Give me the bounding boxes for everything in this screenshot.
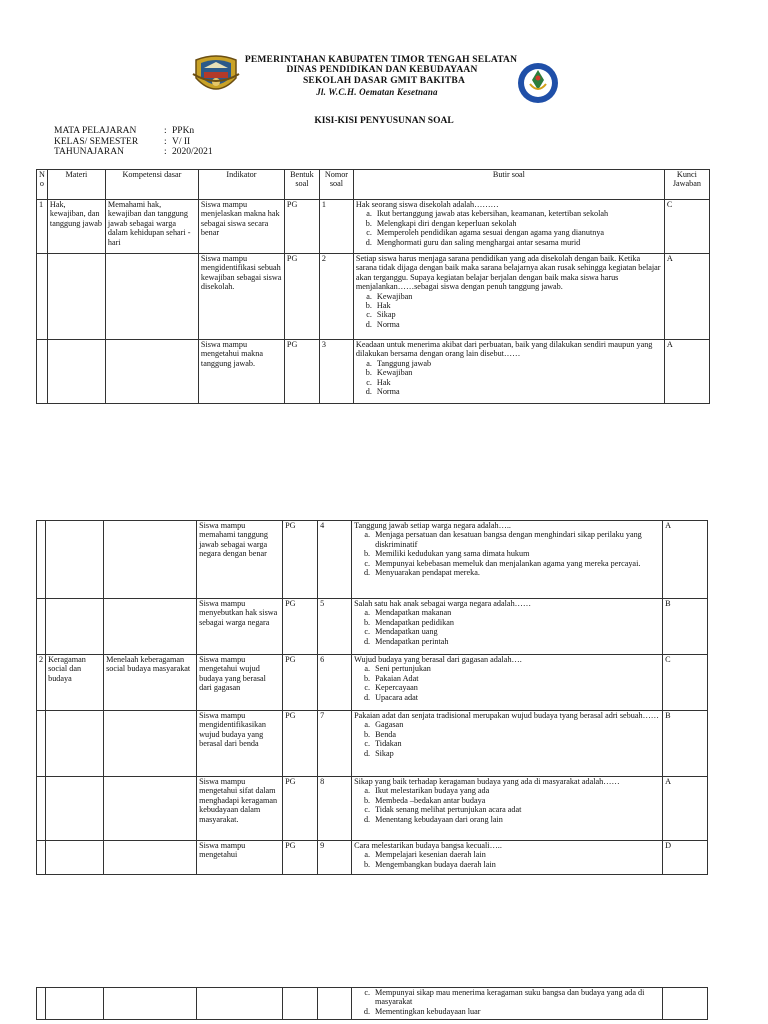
cell-materi: Keragaman social dan budaya	[46, 655, 104, 711]
answer-option	[354, 608, 660, 617]
header-line-3: SEKOLAH DASAR GMIT BAKITBA	[302, 76, 466, 86]
option-letter: d.	[365, 237, 372, 247]
answer-option	[354, 860, 660, 869]
cell-materi	[46, 988, 104, 1020]
option-letter: c.	[366, 310, 372, 320]
option-letter: d.	[365, 319, 372, 329]
table-row	[37, 655, 708, 711]
col-header-no: N o	[37, 170, 48, 200]
option-letter: a.	[366, 291, 372, 301]
cell-materi	[46, 841, 104, 875]
answer-option	[354, 674, 660, 683]
cell-materi	[46, 711, 104, 777]
cell-kunci: D	[663, 841, 708, 875]
header-address: Jl. W.C.H. Oematan Kesetnana	[316, 87, 438, 97]
question-stem: Setiap siswa harus menjaga sarana pendidikan yang ada disekolah dengan baik. Ketika sarana tidak dijaga dengan baik maka sarana belajarnya akan rusak sehingga kegiatan belajar akan terganggu. Supaya kegiatan belajar berjalan dengan baik maka siswa harus menjalankan……sebagai siswa dengan penuh tanggung jawab.	[355, 254, 661, 292]
option-text: Melengkapi diri dengan keperluan sekolah	[376, 218, 517, 228]
cell-indikator: Siswa mampu mengidentifikasi sebuah kewajiban sebagai siswa disekolah.	[198, 254, 284, 340]
meta-separator: :	[164, 126, 167, 136]
option-text: Benda	[375, 729, 397, 739]
option-text: Sikap	[376, 310, 396, 320]
meta-value: V/ II	[172, 136, 191, 147]
cell-no	[37, 599, 46, 655]
cell-nomor: 9	[318, 841, 352, 875]
answer-option	[354, 786, 660, 795]
answer-option	[354, 618, 660, 627]
answer-option	[354, 568, 660, 577]
answer-option	[354, 749, 660, 758]
answer-options	[354, 608, 660, 646]
option-letter: d.	[363, 1006, 370, 1016]
cell-no	[37, 777, 46, 841]
cell-kd	[104, 988, 197, 1020]
cell-kunci: A	[664, 340, 709, 404]
option-letter: a.	[366, 358, 372, 368]
cell-nomor: 2	[319, 254, 353, 340]
option-text: Upacara adat	[375, 692, 419, 702]
option-text: Kepercayaan	[375, 683, 418, 693]
question-stem: Tanggung jawab setiap warga negara adalah…..	[354, 521, 511, 530]
cell-indikator: Siswa mampu mengetahui	[197, 841, 283, 875]
cell-no: 1	[37, 200, 48, 254]
answer-option	[354, 530, 660, 549]
meta-key: MATA PELAJARAN	[54, 126, 137, 136]
cell-kunci: A	[663, 777, 708, 841]
option-text: Mempunyai sikap mau menerima keragaman suku bangsa dan budaya yang ada di masyarakat	[375, 988, 645, 1007]
answer-options	[356, 209, 662, 247]
cell-butir	[352, 521, 663, 599]
cell-materi	[46, 599, 104, 655]
meta-value: 2020/2021	[172, 147, 213, 157]
cell-no	[37, 340, 48, 404]
answer-options	[354, 786, 660, 824]
cell-nomor: 8	[318, 777, 352, 841]
option-letter: d.	[363, 568, 371, 578]
cell-kd	[104, 521, 197, 599]
table-row	[37, 841, 708, 875]
option-letter: c.	[364, 627, 371, 637]
cell-no: 2	[37, 655, 46, 711]
option-text: Norma	[376, 319, 400, 329]
meta-row	[54, 126, 213, 137]
answer-option	[354, 1007, 660, 1016]
option-text: Ikut melestarikan budaya yang ada	[375, 786, 490, 796]
cell-nomor: 7	[318, 711, 352, 777]
cell-kd	[105, 340, 198, 404]
option-text: Kewajiban	[376, 368, 413, 378]
answer-options	[354, 530, 660, 577]
cell-indikator	[197, 988, 283, 1020]
subject-info	[54, 126, 213, 158]
answer-option	[354, 720, 660, 729]
cell-bentuk: PG	[283, 777, 318, 841]
answer-option	[354, 683, 660, 692]
col-header-butir: Butir soal	[353, 170, 664, 200]
col-header-kunci: Kunci Jawaban	[664, 170, 709, 200]
table-row	[37, 711, 708, 777]
option-text: Memperoleh pendidikan agama sesuai dengan agama yang dianutnya	[376, 228, 605, 238]
header-line-2: DINAS PENDIDIKAN DAN KEBUDAYAAN	[286, 65, 478, 75]
cell-indikator: Siswa mampu menjelaskan makna hak sebagai siswa secara benar	[198, 200, 284, 254]
option-text: Pakaian Adat	[375, 673, 419, 683]
answer-option	[356, 209, 662, 218]
cell-indikator: Siswa mampu memahami tanggung jawab sebagai warga negara dengan benar	[197, 521, 283, 599]
option-letter: d.	[363, 748, 371, 758]
cell-bentuk: PG	[284, 254, 319, 340]
option-text: Mengembangkan budaya daerah lain	[375, 859, 496, 869]
answer-option	[354, 549, 660, 558]
option-text: Ikut bertanggung jawab atas kebersihan, keamanan, ketertiban sekolah	[376, 209, 609, 219]
cell-nomor: 4	[318, 521, 352, 599]
option-text: Mendapatkan pedidikan	[375, 617, 454, 627]
cell-bentuk: PG	[283, 711, 318, 777]
answer-option	[354, 559, 660, 568]
option-letter: b.	[363, 549, 371, 559]
option-letter: c.	[364, 683, 371, 693]
meta-value: PPKn	[172, 126, 195, 136]
option-letter: c.	[364, 988, 370, 997]
header-line-1: PEMERINTAHAN KABUPATEN TIMOR TENGAH SELATAN	[244, 55, 518, 65]
question-stem: Keadaan untuk menerima akibat dari perbuatan, baik yang dilakukan sendiri maupun yang dilakukan bersama dengan orang lain disebut……	[355, 340, 653, 359]
table-row	[37, 254, 710, 340]
cell-bentuk: PG	[283, 599, 318, 655]
question-stem: Salah satu hak anak sebagai warga negara adalah……	[354, 599, 532, 608]
answer-option	[354, 739, 660, 748]
cell-kd	[105, 254, 198, 340]
cell-butir	[353, 340, 664, 404]
col-header-materi: Materi	[47, 170, 105, 200]
option-letter: a.	[364, 664, 371, 674]
answer-options	[356, 292, 662, 330]
option-text: Tanggung jawab	[376, 358, 432, 368]
cell-butir	[352, 777, 663, 841]
cell-indikator: Siswa mampu mengetahui wujud budaya yang berasal dari gagasan	[197, 655, 283, 711]
col-header-indikator: Indikator	[198, 170, 284, 200]
option-text: Menjaga persatuan dan kesatuan bangsa dengan menghindari sikap perilaku yang diskriminatif	[375, 530, 642, 549]
meta-key: KELAS/ SEMESTER	[54, 136, 139, 147]
answer-option	[354, 637, 660, 646]
option-text: Hak	[376, 301, 391, 311]
option-text: Sikap	[375, 748, 394, 758]
question-stem: Cara melestarikan budaya bangsa kecuali…..	[354, 841, 502, 850]
answer-option	[356, 219, 662, 228]
answer-option	[356, 292, 662, 301]
option-letter: d.	[365, 387, 372, 397]
answer-options	[354, 664, 660, 702]
meta-key: TAHUNAJARAN	[54, 147, 124, 157]
cell-butir	[352, 599, 663, 655]
table-row	[37, 200, 710, 254]
option-letter: b.	[365, 301, 372, 311]
cell-bentuk: PG	[284, 340, 319, 404]
cell-kunci: B	[663, 711, 708, 777]
option-letter: a.	[364, 530, 371, 540]
cell-kunci: A	[663, 521, 708, 599]
option-letter: a.	[364, 608, 371, 618]
kisi-table-page-1	[36, 169, 710, 404]
table-row	[37, 521, 708, 599]
kisi-table-page-2	[36, 520, 708, 875]
answer-option	[354, 627, 660, 636]
cell-bentuk: PG	[283, 655, 318, 711]
cell-butir	[352, 711, 663, 777]
cell-no	[37, 841, 46, 875]
cell-butir	[352, 988, 663, 1020]
table-row	[37, 988, 708, 1020]
cell-butir	[352, 655, 663, 711]
col-header-bentuk: Bentuk soal	[284, 170, 319, 200]
option-text: Memiliki kedudukan yang sama dimata hukum	[375, 549, 530, 559]
answer-option	[356, 228, 662, 237]
cell-no	[37, 988, 46, 1020]
option-text: Mendapatkan uang	[375, 627, 438, 637]
option-letter: a.	[366, 209, 372, 219]
option-text: Kewajiban	[376, 291, 413, 301]
option-letter: b.	[363, 729, 371, 739]
col-header-kd: Kompetensi dasar	[105, 170, 198, 200]
kisi-table-page-3	[36, 987, 708, 1020]
cell-bentuk: PG	[283, 841, 318, 875]
meta-separator: :	[164, 136, 167, 147]
cell-nomor: 5	[318, 599, 352, 655]
cell-bentuk: PG	[283, 521, 318, 599]
cell-kunci: C	[664, 200, 709, 254]
answer-option	[354, 805, 660, 814]
cell-materi	[46, 777, 104, 841]
cell-butir	[352, 841, 663, 875]
cell-kunci: B	[663, 599, 708, 655]
option-letter: d.	[363, 692, 371, 702]
answer-option	[354, 796, 660, 805]
document-title: KISI-KISI PENYUSUNAN SOAL	[314, 116, 454, 126]
option-text: Seni pertunjukan	[375, 664, 431, 674]
option-text: Tidakan	[375, 739, 402, 749]
question-stem: Sikap yang baik terhadap keragaman budaya yang ada di masyarakat adalah……	[354, 777, 620, 786]
option-text: Menyuarakan pendapat mereka.	[375, 568, 480, 578]
option-letter: a.	[364, 850, 371, 860]
answer-option	[354, 988, 660, 1007]
option-letter: b.	[363, 795, 371, 805]
option-letter: c.	[364, 805, 371, 815]
option-text: Mempelajari kesenian daerah lain	[375, 850, 486, 860]
letterhead	[0, 0, 768, 120]
cell-no	[37, 254, 48, 340]
question-stem: Pakaian adat dan senjata tradisional merupakan wujud budaya tyang berasal adri sebuah……	[354, 711, 659, 720]
answer-options	[356, 359, 662, 397]
option-letter: a.	[364, 720, 371, 730]
meta-row	[54, 137, 213, 148]
answer-option	[356, 368, 662, 377]
answer-option	[354, 850, 660, 859]
answer-option	[356, 301, 662, 310]
option-text: Mementingkan kebudayaan luar	[375, 1006, 481, 1016]
answer-options	[354, 850, 660, 869]
cell-kd	[104, 841, 197, 875]
cell-kunci: A	[664, 254, 709, 340]
option-text: Tidak senang melihat pertunjukan acara adat	[375, 805, 522, 815]
answer-option	[356, 238, 662, 247]
table-row	[37, 599, 708, 655]
cell-materi: Hak, kewajiban, dan tanggung jawab	[47, 200, 105, 254]
cell-kd	[104, 711, 197, 777]
table-row	[37, 340, 710, 404]
cell-kunci: C	[663, 655, 708, 711]
cell-butir	[353, 200, 664, 254]
table-row	[37, 777, 708, 841]
option-letter: b.	[365, 218, 372, 228]
option-letter: c.	[364, 558, 371, 568]
answer-option	[354, 815, 660, 824]
answer-option	[356, 378, 662, 387]
answer-option	[354, 693, 660, 702]
answer-option	[356, 310, 662, 319]
option-text: Mendapatkan perintah	[375, 636, 449, 646]
answer-option	[356, 387, 662, 396]
cell-indikator: Siswa mampu mengetahui makna tanggung jawab.	[198, 340, 284, 404]
cell-nomor: 1	[319, 200, 353, 254]
cell-indikator: Siswa mampu mengidentifikasikan wujud budaya yang berasal dari benda	[197, 711, 283, 777]
option-text: Mempunyai kebebasan memeluk dan menjalankan agama yang mereka percayai.	[375, 558, 641, 568]
cell-bentuk	[283, 988, 318, 1020]
question-stem: Wujud budaya yang berasal dari gagasan adalah….	[354, 655, 522, 664]
col-header-nomor: Nomor soal	[319, 170, 353, 200]
cell-kd: Memahami hak, kewajiban dan tanggung jawab sebagai warga dalam kehidupan sehari -hari	[105, 200, 198, 254]
option-letter: b.	[365, 368, 372, 378]
answer-options	[354, 988, 660, 1016]
cell-butir	[353, 254, 664, 340]
meta-separator: :	[164, 147, 167, 157]
option-letter: a.	[364, 786, 371, 796]
answer-option	[354, 730, 660, 739]
option-text: Membeda –bedakan antar budaya	[375, 795, 486, 805]
option-text: Mendapatkan makanan	[375, 608, 452, 618]
cell-no	[37, 521, 46, 599]
table-header-row	[37, 170, 710, 200]
option-letter: c.	[366, 377, 372, 387]
option-letter: d.	[363, 636, 371, 646]
answer-option	[354, 664, 660, 673]
option-letter: b.	[363, 617, 371, 627]
option-text: Menentang kebudayaan dari orang lain	[375, 814, 503, 824]
option-letter: c.	[366, 228, 372, 238]
cell-kd	[104, 599, 197, 655]
option-text: Hak	[376, 377, 391, 387]
cell-kunci	[663, 988, 708, 1020]
cell-nomor: 6	[318, 655, 352, 711]
option-text: Gagasan	[375, 720, 404, 730]
option-text: Menghormati guru dan saling menghargai antar sesama murid	[376, 237, 581, 247]
option-letter: b.	[363, 673, 371, 683]
cell-materi	[47, 340, 105, 404]
cell-nomor: 3	[319, 340, 353, 404]
option-text: Norma	[376, 387, 400, 397]
cell-bentuk: PG	[284, 200, 319, 254]
cell-indikator: Siswa mampu menyebutkan hak siswa sebagai warga negara	[197, 599, 283, 655]
cell-indikator: Siswa mampu mengetahui sifat dalam menghadapi keragaman kebudayaan dalam masyarakat.	[197, 777, 283, 841]
option-letter: d.	[363, 814, 371, 824]
cell-materi	[47, 254, 105, 340]
cell-materi	[46, 521, 104, 599]
answer-option	[356, 359, 662, 368]
option-letter: b.	[363, 859, 371, 869]
option-letter: c.	[364, 739, 371, 749]
cell-no	[37, 711, 46, 777]
cell-kd	[104, 777, 197, 841]
cell-nomor	[318, 988, 352, 1020]
question-stem: Hak seorang siswa disekolah adalah………	[355, 200, 499, 209]
cell-kd: Menelaah keberagaman social budaya masyarakat	[104, 655, 197, 711]
answer-options	[354, 720, 660, 758]
answer-option	[356, 320, 662, 329]
meta-row	[54, 147, 213, 158]
